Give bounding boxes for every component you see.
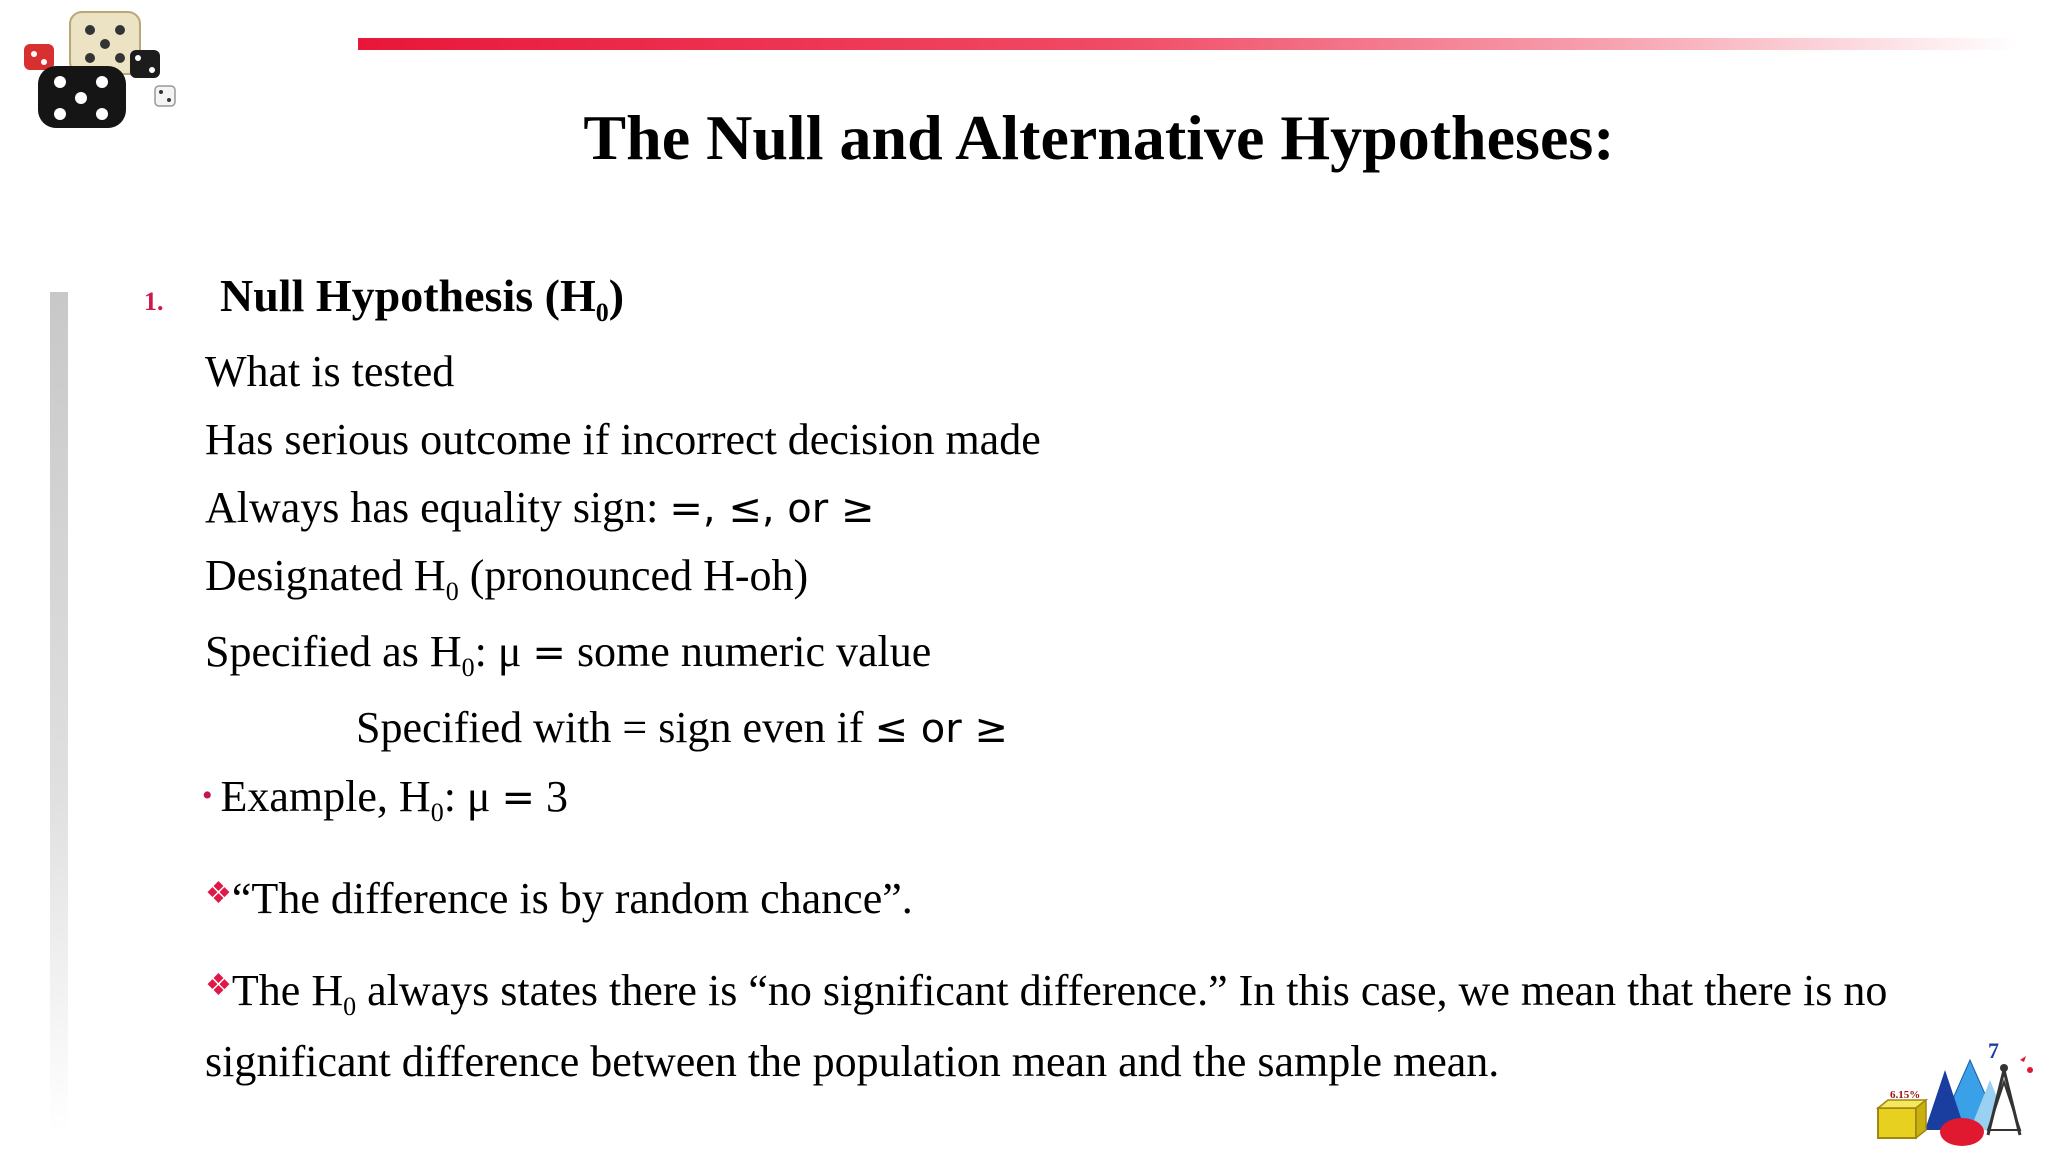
list-number: 1.: [144, 287, 164, 316]
line-what-tested: What is tested: [205, 347, 455, 396]
left-accent-bar: [50, 292, 68, 1132]
line-specified-with: Specified with = sign even if ≤ or ≥: [356, 703, 1008, 752]
line-specified-as: Specified as $H_0$: μ = some numeric value: [205, 627, 932, 682]
null-hypothesis-heading: Null Hypothesis $(H_0)$: [220, 270, 625, 327]
svg-text:6.15%: 6.15%: [1890, 1089, 1921, 1101]
line-serious-outcome: Has serious outcome if incorrect decision made: [205, 415, 1041, 464]
math-logo-icon: [1870, 1020, 2040, 1148]
line-designated: Designated $H_0$ (pronounced H-oh): [205, 551, 809, 606]
svg-text:7: 7: [1988, 1038, 1999, 1063]
bullet-icon: •: [202, 779, 213, 812]
diamond-bullet-icon: ❖: [205, 969, 232, 1002]
line-random-chance: ❖“The difference is by random chance”.: [205, 874, 913, 923]
line-always-states: ❖The $H_0$ always states there is “no significant difference.” In this case, we mean that there is no: [205, 966, 1888, 1021]
line-significant-difference: significant difference between the population mean and the sample mean.: [205, 1037, 1500, 1086]
line-example: • Example, $H_0$: μ = 3: [202, 772, 569, 827]
slide-title: The Null and Alternative Hypotheses:: [583, 102, 1615, 173]
diamond-bullet-icon: ❖: [205, 877, 232, 910]
line-equality-sign: Always has equality sign: =, ≤, or ≥: [205, 483, 875, 532]
